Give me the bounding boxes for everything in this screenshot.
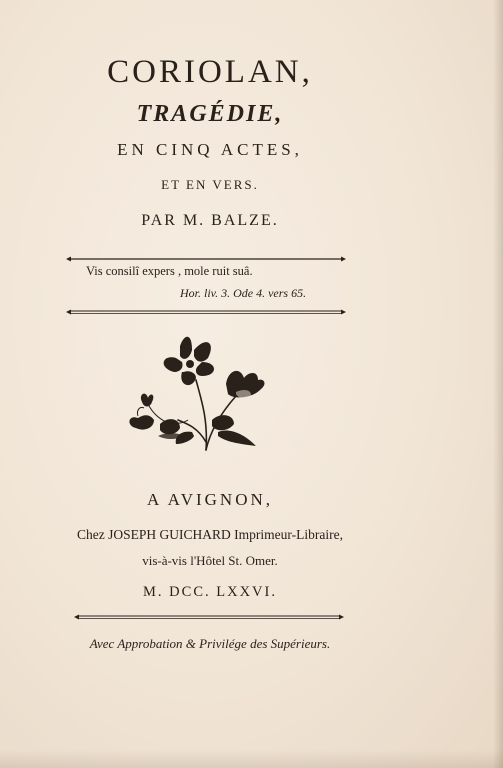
acts-line: EN CINQ ACTES, (117, 140, 303, 159)
book-title: CORIOLAN, (107, 54, 313, 90)
flower-vignette-icon (118, 332, 288, 462)
top-rule (66, 256, 346, 262)
epigraph-citation: Hor. liv. 3. Ode 4. vers 65. (180, 286, 307, 300)
bottom-rule (66, 309, 346, 315)
imprint-printer: Chez JOSEPH GUICHARD Imprimeur-Libraire, (77, 527, 343, 542)
verse-line: ET EN VERS. (161, 177, 259, 192)
author-line: PAR M. BALZE. (141, 212, 279, 229)
approval-privilege: Avec Approbation & Privilége des Supérieurs. (89, 636, 331, 651)
page-bottom-shadow (0, 750, 503, 768)
book-subtitle: TRAGÉDIE, (136, 101, 284, 127)
imprint-rule (74, 614, 344, 620)
imprint-date: M. DCC. LXXVI. (143, 584, 277, 600)
imprint-address: vis-à-vis l'Hôtel St. Omer. (142, 553, 278, 568)
page-edge-shadow (493, 0, 503, 768)
imprint-city: A AVIGNON, (146, 490, 274, 509)
epigraph-quote: Vis consilî expers , mole ruit suâ. (86, 264, 253, 278)
